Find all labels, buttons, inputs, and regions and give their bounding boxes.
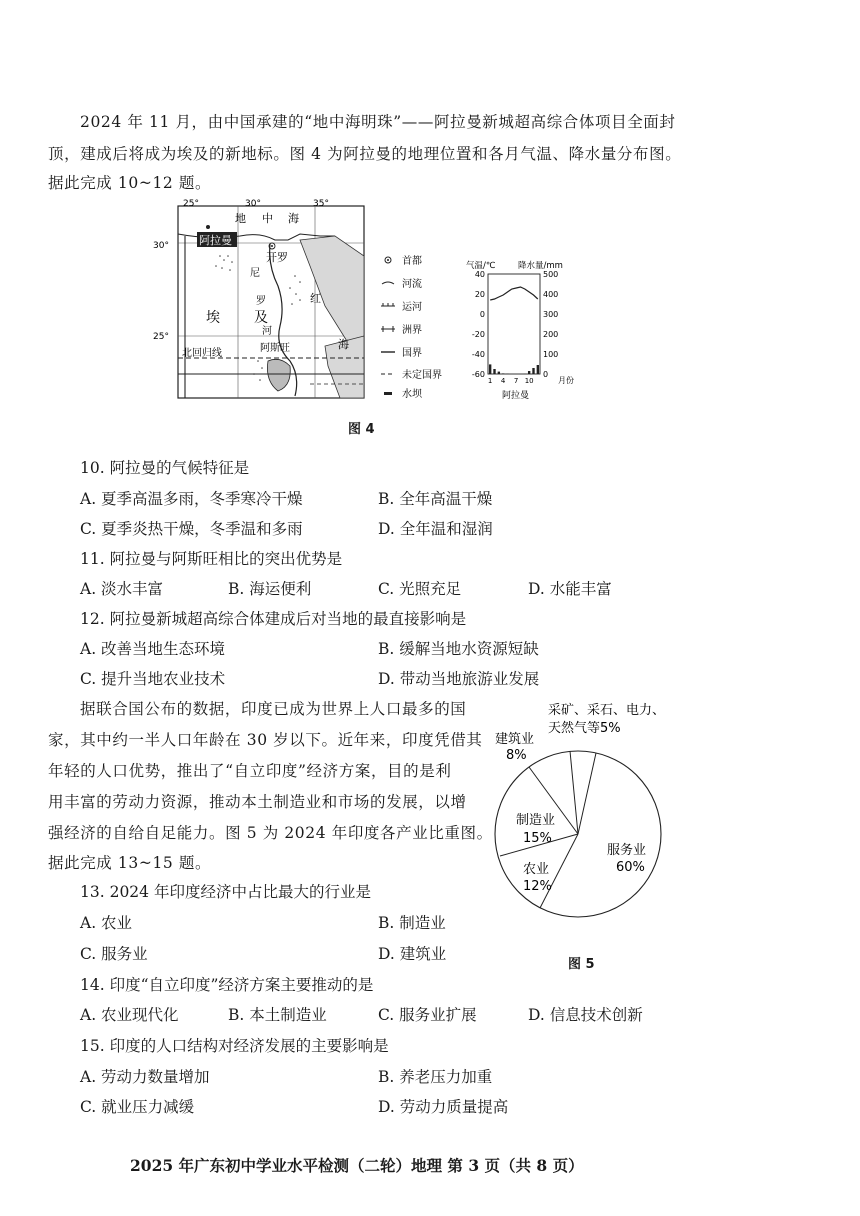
lon-25: 25°	[183, 199, 199, 209]
fig4-caption: 图 4	[348, 422, 375, 437]
nile-label-1: 尼	[250, 268, 260, 279]
q14-option-b[interactable]: B. 本土制造业	[228, 1006, 327, 1024]
industry-pie-chart	[492, 696, 677, 942]
q14-option-d[interactable]: D. 信息技术创新	[528, 1006, 643, 1024]
tropic-label: 北回归线	[182, 348, 222, 359]
temp-tick-label: 40	[474, 270, 485, 279]
precip-bar	[498, 372, 500, 374]
pie-label-construction: 建筑业	[495, 732, 535, 747]
q11-option-c[interactable]: C. 光照充足	[378, 580, 462, 598]
q15-option-b[interactable]: B. 养老压力加重	[378, 1068, 493, 1086]
q13-stem: 13. 2024 年印度经济中占比最大的行业是	[80, 883, 371, 901]
q12-option-d[interactable]: D. 带动当地旅游业发展	[378, 670, 540, 688]
lon-35: 35°	[313, 199, 329, 209]
intro2-line4: 用丰富的劳动力资源，推动本土制造业和市场的发展，以增	[48, 793, 467, 811]
pie-value-services: 60%	[616, 860, 645, 875]
precip-bar	[493, 369, 495, 374]
intro1-line1: 2024 年 11 月，由中国承建的“地中海明珠”——阿拉曼新城超高综合体项目全面封	[80, 113, 676, 131]
egypt-label-1: 埃	[206, 310, 220, 326]
q15-option-c[interactable]: C. 就业压力减缓	[80, 1098, 195, 1116]
temp-tick-label: 20	[474, 290, 485, 299]
q11-option-b[interactable]: B. 海运便利	[228, 580, 312, 598]
q13-option-b[interactable]: B. 制造业	[378, 914, 446, 932]
cairo-label: 开罗	[266, 251, 288, 264]
intro2-line2: 家，其中约一半人口年龄在 30 岁以下。近年来，印度凭借其	[48, 731, 483, 749]
legend-undefined-border: 未定国界	[402, 370, 442, 381]
precip-tick-label: 400	[543, 290, 559, 299]
sea-label-2: 中	[262, 212, 273, 225]
q14-option-c[interactable]: C. 服务业扩展	[378, 1006, 477, 1024]
legend-continent-boundary: 洲界	[402, 325, 422, 336]
pie-label-mining-line2: 天然气等5%	[548, 721, 621, 736]
pie-value-construction: 8%	[506, 748, 527, 763]
sea-label-1: 地	[235, 212, 246, 225]
precip-tick-label: 0	[543, 370, 549, 379]
q15-stem: 15. 印度的人口结构对经济发展的主要影响是	[80, 1037, 389, 1055]
climate-month-unit: 月份	[558, 376, 574, 385]
climate-station-label: 阿拉曼	[502, 391, 530, 401]
climate-ylabel-left: 气温/℃	[466, 261, 496, 271]
pie-value-manufacturing: 15%	[523, 831, 552, 846]
month-tick-label: 4	[500, 377, 506, 385]
fig5-caption: 图 5	[568, 957, 595, 972]
precip-bar	[528, 371, 530, 374]
q10-stem: 10. 阿拉曼的气候特征是	[80, 459, 250, 477]
legend-national-border: 国界	[402, 348, 422, 359]
lat-30: 30°	[153, 241, 169, 251]
q12-option-c[interactable]: C. 提升当地农业技术	[80, 670, 226, 688]
precip-tick-label: 200	[543, 330, 559, 339]
q10-option-a[interactable]: A. 夏季高温多雨，冬季寒冷干燥	[80, 490, 303, 508]
temperature-line	[490, 287, 538, 300]
q13-option-c[interactable]: C. 服务业	[80, 945, 148, 963]
map-legend	[378, 248, 468, 398]
q13-option-d[interactable]: D. 建筑业	[378, 945, 447, 963]
intro2-line5: 强经济的自给自足能力。图 5 为 2024 年印度各产业比重图。	[48, 824, 493, 842]
precip-bar	[537, 365, 539, 374]
intro2-line3: 年轻的人口优势，推出了“自立印度”经济方案，目的是利	[48, 762, 452, 780]
lon-30: 30°	[245, 199, 261, 209]
q15-option-a[interactable]: A. 劳动力数量增加	[80, 1068, 210, 1086]
precip-tick-label: 100	[543, 350, 559, 359]
q12-option-b[interactable]: B. 缓解当地水资源短缺	[378, 640, 539, 658]
precip-tick-label: 500	[543, 270, 559, 279]
precip-bar	[489, 364, 491, 374]
q10-option-d[interactable]: D. 全年温和湿润	[378, 520, 493, 538]
legend-canal: 运河	[402, 302, 422, 313]
alamein-label: 阿拉曼	[199, 234, 232, 247]
pie-label-services: 服务业	[607, 843, 647, 858]
temp-tick-label: -40	[471, 350, 485, 359]
egypt-map	[150, 196, 375, 408]
aswan-label: 阿斯旺	[260, 343, 290, 354]
temp-tick-label: -20	[471, 330, 485, 339]
month-tick-label: 10	[524, 377, 534, 385]
nile-label-3: 河	[262, 326, 272, 337]
legend-river: 河流	[402, 279, 422, 290]
q11-option-a[interactable]: A. 淡水丰富	[80, 580, 164, 598]
pie-value-agriculture: 12%	[523, 879, 552, 894]
q11-stem: 11. 阿拉曼与阿斯旺相比的突出优势是	[80, 550, 343, 568]
q12-option-a[interactable]: A. 改善当地生态环境	[80, 640, 226, 658]
q11-option-d[interactable]: D. 水能丰富	[528, 580, 612, 598]
q15-option-d[interactable]: D. 劳动力质量提高	[378, 1098, 509, 1116]
q12-stem: 12. 阿拉曼新城超高综合体建成后对当地的最直接影响是	[80, 610, 467, 628]
lat-25: 25°	[153, 332, 169, 342]
pie-label-manufacturing: 制造业	[516, 813, 556, 828]
pie-label-agriculture: 农业	[523, 862, 550, 877]
pie-label-mining-line1: 采矿、采石、电力、	[548, 703, 666, 718]
precip-tick-label: 300	[543, 310, 559, 319]
egypt-label-2: 及	[254, 310, 268, 326]
precip-bar	[532, 368, 534, 374]
red-sea-label-2: 海	[338, 338, 349, 351]
month-tick-label: 1	[487, 377, 493, 385]
intro2-line1: 据联合国公布的数据，印度已成为世界上人口最多的国	[80, 700, 467, 718]
climate-chart	[462, 258, 578, 406]
intro1-line2: 顶，建成后将成为埃及的新地标。图 4 为阿拉曼的地理位置和各月气温、降水量分布图。	[48, 145, 682, 163]
legend-capital: 首都	[402, 256, 422, 267]
page-footer: 2025 年广东初中学业水平检测（二轮）地理 第 3 页（共 8 页）	[130, 1156, 584, 1175]
month-tick-label: 7	[513, 377, 519, 385]
precip-bar	[502, 373, 504, 374]
intro2-line6: 据此完成 13~15 题。	[48, 854, 212, 872]
q14-stem: 14. 印度“自立印度”经济方案主要推动的是	[80, 976, 374, 994]
sea-label-3: 海	[288, 212, 299, 225]
climate-ylabel-right: 降水量/mm	[518, 261, 563, 271]
q10-option-c[interactable]: C. 夏季炎热干燥，冬季温和多雨	[80, 520, 303, 538]
q10-option-b[interactable]: B. 全年高温干燥	[378, 490, 493, 508]
legend-dam: 水坝	[402, 389, 422, 398]
temp-tick-label: 0	[479, 310, 485, 319]
nile-label-2: 罗	[256, 296, 266, 307]
temp-tick-label: -60	[471, 370, 485, 379]
q13-option-a[interactable]: A. 农业	[80, 914, 133, 932]
red-sea-label-1: 红	[310, 292, 321, 305]
intro1-line3: 据此完成 10~12 题。	[48, 174, 212, 192]
q14-option-a[interactable]: A. 农业现代化	[80, 1006, 179, 1024]
